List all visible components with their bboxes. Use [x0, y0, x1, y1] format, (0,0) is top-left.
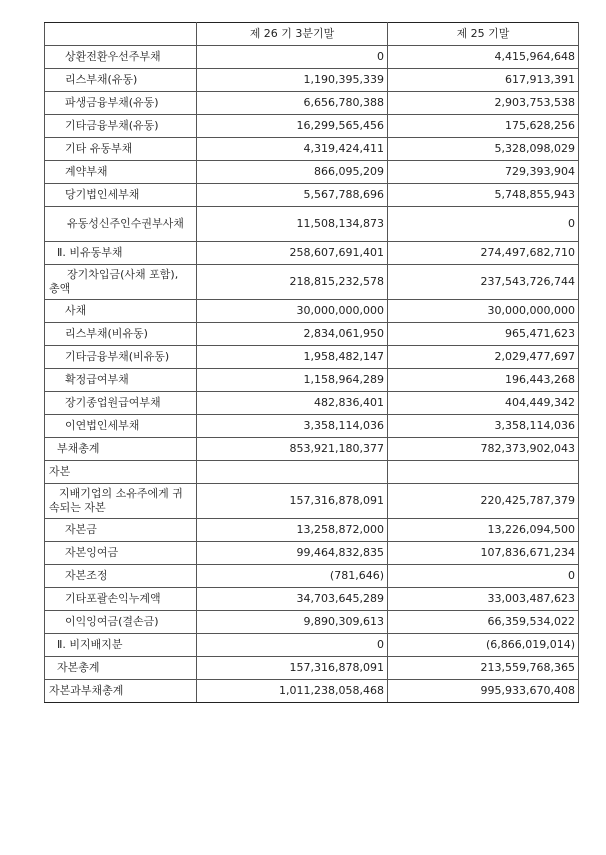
table-row [45, 392, 579, 415]
current-period-value: 1,190,395,339 [197, 69, 388, 92]
current-period-value: 853,921,180,377 [197, 438, 388, 461]
row-label: 장기종업원급여부채 [45, 392, 197, 415]
table-row [45, 300, 579, 323]
table-row [45, 207, 579, 242]
current-period-value: 258,607,691,401 [197, 242, 388, 265]
table-row [45, 519, 579, 542]
row-label: 리스부채(유동) [45, 69, 197, 92]
table-header-row [45, 23, 579, 46]
current-period-value: 218,815,232,578 [197, 265, 388, 300]
row-label: 이익잉여금(결손금) [45, 611, 197, 634]
previous-period-value: 220,425,787,379 [388, 484, 579, 519]
current-period-value: 1,011,238,058,468 [197, 680, 388, 703]
row-label: 자본총계 [45, 657, 197, 680]
previous-period-value: 617,913,391 [388, 69, 579, 92]
previous-period-value: 2,903,753,538 [388, 92, 579, 115]
row-label: Ⅱ. 비유동부채 [45, 242, 197, 265]
table-row [45, 184, 579, 207]
current-period-value: 482,836,401 [197, 392, 388, 415]
current-period-value: 5,567,788,696 [197, 184, 388, 207]
table-row [45, 484, 579, 519]
row-label: 자본과부채총계 [45, 680, 197, 703]
balance-sheet-table [44, 22, 579, 703]
current-period-value: 11,508,134,873 [197, 207, 388, 242]
row-label: 자본 [45, 461, 197, 484]
current-period-value: 99,464,832,835 [197, 542, 388, 565]
table-row [45, 46, 579, 69]
table-row [45, 346, 579, 369]
table-row [45, 161, 579, 184]
row-label: 유동성신주인수권부사채 [45, 207, 197, 242]
previous-period-value: 404,449,342 [388, 392, 579, 415]
previous-period-value: 107,836,671,234 [388, 542, 579, 565]
row-label: 당기법인세부채 [45, 184, 197, 207]
row-label: 파생금융부채(유동) [45, 92, 197, 115]
previous-period-value [388, 461, 579, 484]
row-label: 장기차입금(사채 포함), 총액 [45, 265, 197, 300]
current-period-value: 13,258,872,000 [197, 519, 388, 542]
table-row [45, 415, 579, 438]
table-row [45, 242, 579, 265]
row-label: 자본조정 [45, 565, 197, 588]
row-label: 부채총계 [45, 438, 197, 461]
current-period-value [197, 461, 388, 484]
table-row [45, 265, 579, 300]
previous-period-value: 237,543,726,744 [388, 265, 579, 300]
table-row [45, 542, 579, 565]
row-label: 계약부채 [45, 161, 197, 184]
previous-period-value: 175,628,256 [388, 115, 579, 138]
previous-period-value: 729,393,904 [388, 161, 579, 184]
table-row [45, 115, 579, 138]
row-label: 기타 유동부채 [45, 138, 197, 161]
current-period-value: 866,095,209 [197, 161, 388, 184]
header-previous-period: 제 25 기말 [388, 23, 579, 46]
previous-period-value: 995,933,670,408 [388, 680, 579, 703]
previous-period-value: 965,471,623 [388, 323, 579, 346]
table-row [45, 565, 579, 588]
previous-period-value: 4,415,964,648 [388, 46, 579, 69]
previous-period-value: 5,748,855,943 [388, 184, 579, 207]
current-period-value: 6,656,780,388 [197, 92, 388, 115]
row-label: 이연법인세부채 [45, 415, 197, 438]
row-label: 기타금융부채(유동) [45, 115, 197, 138]
current-period-value: 34,703,645,289 [197, 588, 388, 611]
table-row [45, 657, 579, 680]
table-row [45, 588, 579, 611]
previous-period-value: 196,443,268 [388, 369, 579, 392]
table-row [45, 138, 579, 161]
previous-period-value: 33,003,487,623 [388, 588, 579, 611]
previous-period-value: 782,373,902,043 [388, 438, 579, 461]
table-row [45, 634, 579, 657]
previous-period-value: 3,358,114,036 [388, 415, 579, 438]
current-period-value: 157,316,878,091 [197, 484, 388, 519]
current-period-value: 9,890,309,613 [197, 611, 388, 634]
row-label: 자본금 [45, 519, 197, 542]
previous-period-value: (6,866,019,014) [388, 634, 579, 657]
current-period-value: 0 [197, 634, 388, 657]
previous-period-value: 2,029,477,697 [388, 346, 579, 369]
previous-period-value: 66,359,534,022 [388, 611, 579, 634]
row-label: 리스부채(비유동) [45, 323, 197, 346]
table-row [45, 369, 579, 392]
current-period-value: 4,319,424,411 [197, 138, 388, 161]
current-period-value: 3,358,114,036 [197, 415, 388, 438]
row-label: 상환전환우선주부채 [45, 46, 197, 69]
previous-period-value: 5,328,098,029 [388, 138, 579, 161]
table-row [45, 461, 579, 484]
row-label: 지배기업의 소유주에게 귀속되는 자본 [45, 484, 197, 519]
table-row [45, 69, 579, 92]
current-period-value: 2,834,061,950 [197, 323, 388, 346]
table-row [45, 680, 579, 703]
current-period-value: (781,646) [197, 565, 388, 588]
row-label: 기타금융부채(비유동) [45, 346, 197, 369]
current-period-value: 1,158,964,289 [197, 369, 388, 392]
row-label: 자본잉여금 [45, 542, 197, 565]
previous-period-value: 0 [388, 207, 579, 242]
current-period-value: 1,958,482,147 [197, 346, 388, 369]
previous-period-value: 213,559,768,365 [388, 657, 579, 680]
table-row [45, 611, 579, 634]
previous-period-value: 13,226,094,500 [388, 519, 579, 542]
table-row [45, 438, 579, 461]
row-label: 기타포괄손익누계액 [45, 588, 197, 611]
current-period-value: 0 [197, 46, 388, 69]
row-label: Ⅱ. 비지배지분 [45, 634, 197, 657]
table-row [45, 323, 579, 346]
table-row [45, 92, 579, 115]
current-period-value: 157,316,878,091 [197, 657, 388, 680]
header-current-period: 제 26 기 3분기말 [197, 23, 388, 46]
header-label-column [45, 23, 197, 46]
row-label: 사채 [45, 300, 197, 323]
previous-period-value: 274,497,682,710 [388, 242, 579, 265]
current-period-value: 30,000,000,000 [197, 300, 388, 323]
previous-period-value: 0 [388, 565, 579, 588]
table-body [45, 46, 579, 703]
previous-period-value: 30,000,000,000 [388, 300, 579, 323]
row-label: 확정급여부채 [45, 369, 197, 392]
current-period-value: 16,299,565,456 [197, 115, 388, 138]
